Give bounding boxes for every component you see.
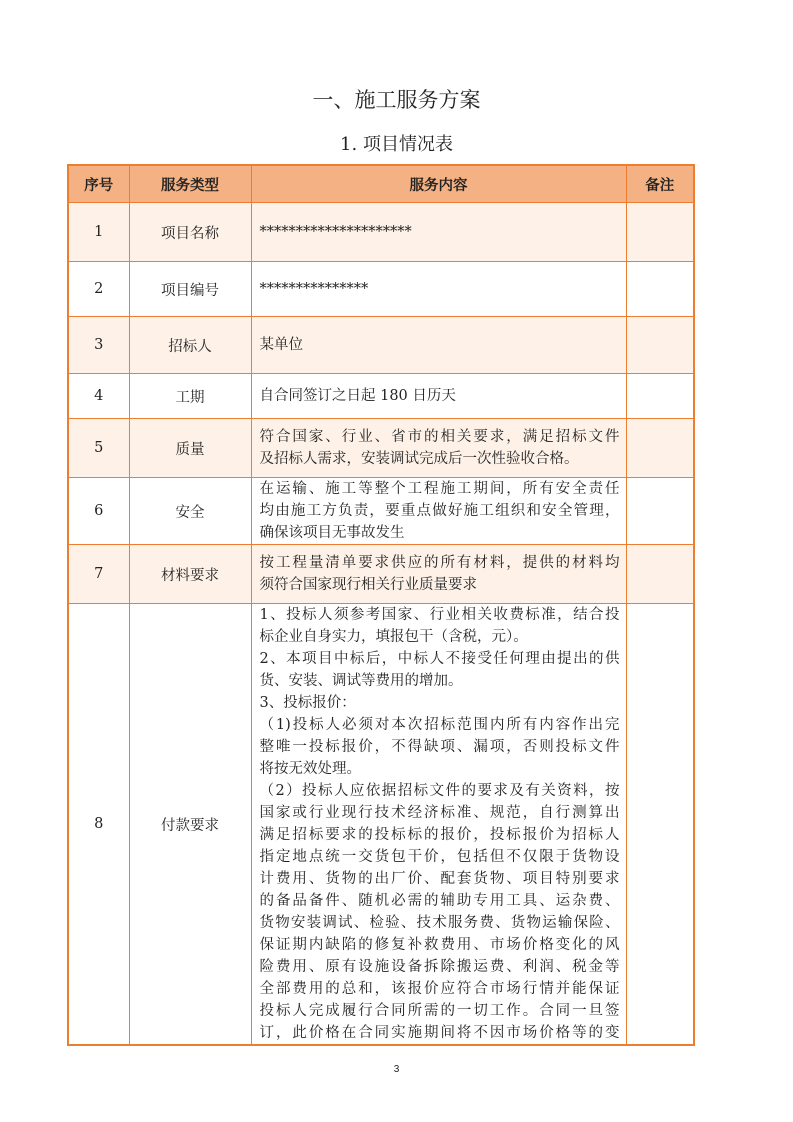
- table-row: [68, 203, 694, 262]
- content-line: （1)投标人必须对本次招标范围内所有内容作出完: [259, 717, 620, 733]
- content-line: （2）投标人应依据招标文件的要求及有关资料，按: [259, 783, 620, 799]
- note-cell: [626, 419, 694, 478]
- service-content: [251, 604, 626, 1046]
- service-type: 招标人: [129, 317, 251, 374]
- content-line: 投标人完成履行合同所需的一切工作。合同一旦签: [259, 1003, 620, 1019]
- note-cell: [626, 317, 694, 374]
- note-cell: [626, 262, 694, 317]
- table-row: [68, 262, 694, 317]
- content-line: 货、安装、调试等费用的增加。: [259, 673, 463, 689]
- service-content: [251, 262, 626, 317]
- table-header-row: [68, 165, 694, 203]
- content-line: 3、投标报价：: [259, 695, 356, 711]
- table-row: [68, 604, 694, 1046]
- table-title: 1. 项目情况表: [340, 134, 453, 155]
- service-type: 安全: [129, 478, 251, 545]
- table-row: [68, 374, 694, 419]
- note-cell: [626, 478, 694, 545]
- content-line: 自合同签订之日起 180 日历天: [259, 388, 456, 404]
- content-line: 确保该项目无事故发生: [259, 525, 405, 541]
- content-line: 2、本项目中标后，中标人不接受任何理由提出的供: [259, 651, 620, 667]
- page-number: 3: [393, 1064, 400, 1075]
- content-line: 货物安装调试、检验、技术服务费、货物运输保险、: [259, 915, 620, 931]
- content-line: 满足招标要求的投标标的报价，投标报价为招标人: [259, 827, 620, 843]
- row-number: 3: [68, 317, 129, 374]
- content-line: 须符合国家现行相关行业质量要求: [259, 577, 477, 593]
- note-cell: [626, 545, 694, 604]
- section-title: 一、施工服务方案: [312, 88, 481, 112]
- content-line: 均由施工方负责，要重点做好施工组织和安全管理，: [259, 503, 620, 519]
- table-row: [68, 419, 694, 478]
- row-number: 2: [68, 262, 129, 317]
- content-line: 1、投标人须参考国家、行业相关收费标准，结合投: [259, 607, 620, 623]
- table-row: [68, 317, 694, 374]
- service-type: 项目编号: [129, 262, 251, 317]
- content-line: 的备品备件、随机必需的辅助专用工具、运杂费、: [259, 893, 620, 909]
- service-content: [251, 419, 626, 478]
- content-line: 及招标人需求，安装调试完成后一次性验收合格。: [259, 451, 579, 467]
- content-line: 某单位: [259, 337, 303, 353]
- service-content: [251, 545, 626, 604]
- service-content: [251, 203, 626, 262]
- content-line: 整唯一投标报价，不得缺项、漏项，否则投标文件: [259, 739, 620, 755]
- content-line: 国家或行业现行技术经济标准、规范，自行测算出: [259, 805, 620, 821]
- content-line: 保证期内缺陷的修复补救费用、市场价格变化的风: [259, 937, 620, 953]
- row-number: 4: [68, 374, 129, 419]
- row-number: 1: [68, 203, 129, 262]
- service-type: 工期: [129, 374, 251, 419]
- content-line: 计费用、货物的出厂价、配套货物、项目特别要求: [259, 871, 620, 887]
- header-note: 备注: [626, 165, 694, 203]
- content-line: 指定地点统一交货包干价，包括但不仅限于货物设: [259, 849, 620, 865]
- row-number: 8: [68, 604, 129, 1046]
- service-type: 付款要求: [129, 604, 251, 1046]
- content-line: 险费用、原有设施设备拆除搬运费、利润、税金等: [259, 959, 620, 975]
- content-line: 全部费用的总和，该报价应符合市场行情并能保证: [259, 981, 620, 997]
- note-cell: [626, 203, 694, 262]
- service-type: 项目名称: [129, 203, 251, 262]
- content-line: 在运输、施工等整个工程施工期间，所有安全责任: [259, 481, 620, 497]
- note-cell: [626, 374, 694, 419]
- row-number: 6: [68, 478, 129, 545]
- header-content: 服务内容: [251, 165, 626, 203]
- note-cell: [626, 604, 694, 1046]
- header-no: 序号: [68, 165, 129, 203]
- service-type: 质量: [129, 419, 251, 478]
- content-line: 标企业自身实力，填报包干（含税，元）。: [259, 629, 528, 645]
- project-info-table: [67, 164, 695, 1046]
- header-type: 服务类型: [129, 165, 251, 203]
- content-line: 将按无效处理。: [259, 761, 361, 777]
- service-content: [251, 317, 626, 374]
- table-row: [68, 545, 694, 604]
- content-line: 订，此价格在合同实施期间将不因市场价格等的变: [259, 1025, 620, 1041]
- content-line: ***************: [259, 281, 369, 297]
- content-line: 按工程量清单要求供应的所有材料，提供的材料均: [259, 555, 620, 571]
- table-row: [68, 478, 694, 545]
- content-line: *********************: [259, 224, 412, 240]
- row-number: 7: [68, 545, 129, 604]
- service-type: 材料要求: [129, 545, 251, 604]
- row-number: 5: [68, 419, 129, 478]
- content-line: 符合国家、行业、省市的相关要求，满足招标文件: [259, 429, 620, 445]
- service-content: [251, 374, 626, 419]
- service-content: [251, 478, 626, 545]
